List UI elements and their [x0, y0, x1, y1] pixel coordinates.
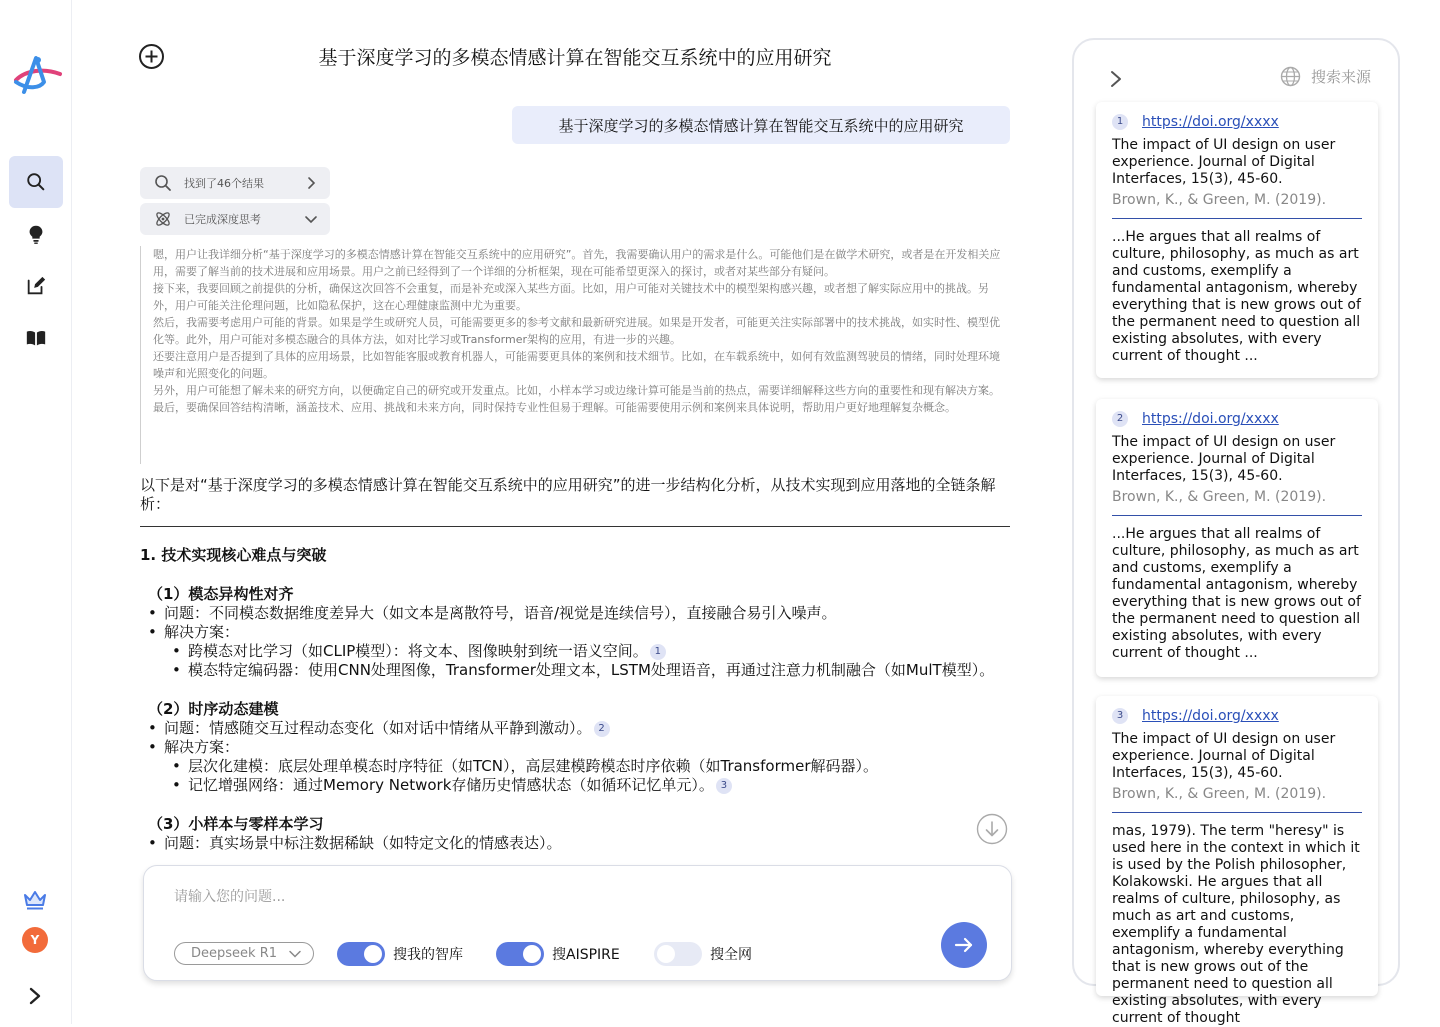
page-title: 基于深度学习的多模态情感计算在智能交互系统中的应用研究 [318, 47, 832, 69]
answer-intro: 以下是对“基于深度学习的多模态情感计算在智能交互系统中的应用研究”的进一步结构化分析，从技术实现到应用落地的全链条解析： [140, 476, 1010, 527]
list-item: • 层次化建模：底层处理单模态时序特征（如TCN），高层建模跨模态时序依赖（如Transformer解码器）。 [140, 757, 1010, 776]
source-title: The impact of UI design on user experience. Journal of Digital Interfaces, 15(3), 45-60. [1112, 137, 1336, 187]
user-message-bubble: 基于深度学习的多模态情感计算在智能交互系统中的应用研究 [512, 106, 1010, 144]
lightbulb-icon [25, 223, 47, 245]
section-heading: 1. 技术实现核心难点与突破 [140, 546, 327, 564]
expand-sidebar-icon[interactable] [24, 985, 46, 1007]
source-number: 1 [1112, 114, 1128, 130]
citation-badge[interactable]: 1 [650, 644, 666, 660]
source-divider [1112, 218, 1362, 219]
toggle-label: 搜全网 [710, 947, 752, 963]
toggle-my-library[interactable] [337, 942, 463, 966]
sources-title [1280, 66, 1371, 87]
app-logo-icon[interactable] [10, 52, 62, 96]
source-authors: Brown, K., & Green, M. (2019). [1112, 786, 1327, 802]
list-item-text: 跨模态对比学习（如CLIP模型）：将文本、图像映射到统一语义空间。 [188, 642, 648, 660]
source-authors: Brown, K., & Green, M. (2019). [1112, 192, 1327, 208]
nav-ideas-button[interactable] [9, 208, 63, 260]
search-results-text: 找到了46个结果 [184, 177, 264, 190]
chevron-right-icon[interactable] [1108, 70, 1124, 88]
source-title: The impact of UI design on user experience. Journal of Digital Interfaces, 15(3), 45-60. [1112, 731, 1336, 781]
answer-content [140, 476, 1010, 864]
citation-badge[interactable]: 2 [594, 721, 610, 737]
list-item [140, 642, 1010, 661]
edit-icon [25, 275, 47, 297]
book-icon [25, 327, 47, 349]
composer [143, 865, 1012, 981]
source-header [1112, 407, 1364, 431]
chevron-down-icon [304, 212, 318, 226]
toggle-knob [364, 945, 382, 963]
question-input[interactable]: 请输入您的问题... [174, 889, 286, 905]
chevron-down-icon [289, 948, 301, 960]
thinking-paragraph: 嗯，用户让我详细分析“基于深度学习的多模态情感计算在智能交互系统中的应用研究”。首先，我需要确认用户的需求是什么。可能他们是在做学术研究，或者是在开发相关应用，需要了解当前的技术进展和应用场景。用户之前已经得到了一个详细的分析框架，现在可能希望更深入的探讨，或者对某些部分有疑问。 [153, 248, 1001, 278]
source-divider [1112, 812, 1362, 813]
subsection-heading: （2）时序动态建模 [148, 700, 279, 718]
list-item [140, 776, 1010, 795]
nav-library-button[interactable] [9, 312, 63, 364]
list-item: • 问题：不同模态数据维度差异大（如文本是离散符号，语音/视觉是连续信号），直接融合易引入噪声。 [140, 604, 1010, 623]
chevron-right-icon [304, 176, 318, 190]
sources-title-text: 搜索来源 [1311, 68, 1372, 86]
thinking-paragraph: 接下来，我要回顾之前提供的分析，确保这次回答不会重复，而是补充或深入某些方面。比如，用户可能对关键技术中的模型架构感兴趣，或者想了解实际应用中的挑战。另外，用户可能关注伦理问题，比如隐私保护，这在心理健康监测中尤为重要。 [153, 282, 989, 312]
source-number: 3 [1112, 708, 1128, 724]
user-avatar[interactable]: Y [22, 927, 48, 953]
toggle-label: 搜我的智库 [393, 947, 463, 963]
subsection-heading: （3）小样本与零样本学习 [148, 815, 324, 833]
search-icon [154, 174, 172, 192]
source-header [1112, 110, 1364, 134]
source-header [1112, 704, 1364, 728]
source-link[interactable]: https://doi.org/xxxx [1142, 411, 1279, 427]
list-item: • 模态特定编码器：使用CNN处理图像，Transformer处理文本，LSTM处理语音，再通过注意力机制融合（如MulT模型）。 [140, 661, 1010, 680]
sidebar [0, 0, 72, 1024]
source-divider [1112, 515, 1362, 516]
send-button[interactable] [941, 922, 987, 968]
source-link[interactable]: https://doi.org/xxxx [1142, 114, 1279, 130]
source-authors: Brown, K., & Green, M. (2019). [1112, 489, 1327, 505]
list-item-text: 问题：情感随交互过程动态变化（如对话中情绪从平静到激动）。 [164, 719, 592, 737]
thinking-paragraph: 还要注意用户是否提到了具体的应用场景，比如智能客服或教育机器人，可能需要更具体的案例和技术细节。比如，在车载系统中，如何有效监测驾驶员的情绪，同时处理环境噪声和光照变化的问题。 [153, 350, 1000, 380]
crown-icon[interactable] [22, 889, 48, 911]
source-excerpt: ...He argues that all realms of culture, philosophy, as much as art and customs, exemplify a fundamental antagonism, whereby everything that is new grows out of the permanent need to question all existing absolutes, with every current of thought ... [1112, 229, 1361, 364]
list-item-text: 记忆增强网络：通过Memory Network存储历史情感状态（如循环记忆单元）。 [188, 776, 714, 794]
arrow-right-icon [953, 934, 975, 956]
toggle-aispire[interactable] [496, 942, 620, 966]
nav-search-button[interactable] [9, 156, 63, 208]
source-title: The impact of UI design on user experience. Journal of Digital Interfaces, 15(3), 45-60. [1112, 434, 1336, 484]
atom-icon [154, 210, 172, 228]
source-number: 2 [1112, 411, 1128, 427]
deep-thinking-text: 已完成深度思考 [184, 213, 261, 226]
toggle-switch[interactable] [496, 942, 544, 966]
toggle-web[interactable] [654, 942, 752, 966]
search-results-chip[interactable] [140, 167, 330, 199]
subsection-heading: （1）模态异构性对齐 [148, 585, 294, 603]
sources-panel [1072, 38, 1400, 1026]
thinking-content [140, 246, 1010, 464]
citation-badge[interactable]: 3 [716, 778, 732, 794]
deep-thinking-chip[interactable] [140, 203, 330, 235]
toggle-knob [657, 945, 675, 963]
toggle-label: 搜AISPIRE [552, 947, 620, 963]
toggle-switch[interactable] [654, 942, 702, 966]
source-card[interactable] [1096, 102, 1378, 378]
list-item: • 问题：真实场景中标注数据稀缺（如特定文化的情感表达）。 [140, 834, 1010, 853]
source-card[interactable] [1096, 696, 1378, 1026]
list-item: • 解决方案： [140, 623, 1010, 642]
globe-icon [1280, 66, 1301, 87]
scroll-to-bottom-icon[interactable] [976, 813, 1008, 845]
search-icon [25, 171, 47, 193]
nav-write-button[interactable] [9, 260, 63, 312]
list-item [140, 719, 1010, 738]
toggle-switch[interactable] [337, 942, 385, 966]
list-item: • 解决方案： [140, 738, 1010, 757]
thinking-paragraph: 最后，要确保回答结构清晰，涵盖技术、应用、挑战和未来方向，同时保持专业性但易于理解。可能需要使用示例和案例来具体说明，帮助用户更好地理解复杂概念。 [153, 401, 956, 414]
source-excerpt: ...He argues that all realms of culture, philosophy, as much as art and customs, exemplify a fundamental antagonism, whereby everything that is new grows out of the permanent need to question all existing absolutes, with every current of thought ... [1112, 526, 1361, 661]
thinking-paragraph: 另外，用户可能想了解未来的研究方向，以便确定自己的研究或开发重点。比如，小样本学习或边缘计算可能是当前的热点，需要详细解释这些方向的重要性和现有解决方案。 [153, 384, 1000, 397]
source-card[interactable] [1096, 399, 1378, 677]
thinking-paragraph: 然后，我需要考虑用户可能的背景。如果是学生或研究人员，可能需要更多的参考文献和最新研究进展。如果是开发者，可能更关注实际部署中的技术挑战，如实时性、模型优化等。此外，用户可能对多模态融合的具体方法，如对比学习或Transformer架构的应用，有进一步的兴趣。 [153, 316, 1000, 346]
source-link[interactable]: https://doi.org/xxxx [1142, 708, 1279, 724]
toggle-knob [523, 945, 541, 963]
model-select-value: Deepseek R1 [191, 946, 277, 961]
model-select[interactable] [174, 942, 314, 965]
source-excerpt: mas, 1979). The term "heresy" is used here in the context in which it is used by the Polish philosopher, Kolakowski. He argues that all realms of culture, philosophy, as much as art and customs, exemplify a fundamental antagonism, whereby everything that is new grows out of the permanent need to question all existing absolutes, with every current of thought [1112, 823, 1360, 1026]
